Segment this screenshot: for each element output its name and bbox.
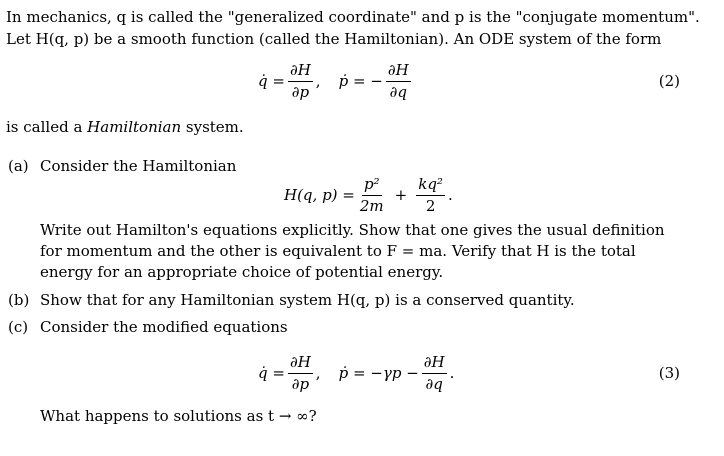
part-c-heading [8, 316, 288, 338]
eq3-frac-1-den: ∂p [291, 374, 310, 393]
eq3-pdot: ṗ = −γp − [338, 364, 419, 382]
eq2-pdot: ṗ = − [338, 72, 383, 90]
eq3-comma: , [315, 364, 321, 382]
eq3-frac-2-den: ∂q [425, 374, 443, 393]
equation-3-number: (3) [658, 364, 680, 382]
ham-term-2-num: kq² [416, 174, 445, 196]
sentence-prefix: is called a [6, 118, 88, 136]
eq2-frac-2 [386, 60, 411, 103]
eq2-qdot: q̇ = [258, 72, 285, 90]
part-a-label: (a) [8, 157, 29, 175]
eq3-frac-2-num: ∂H [422, 352, 447, 374]
part-c-lead: Consider the modified equations [40, 318, 288, 336]
ham-term-1-num: p² [362, 174, 382, 196]
equation-3 [0, 350, 724, 396]
eq2-comma: , [315, 72, 321, 90]
eq2-frac-2-num: ∂H [386, 60, 411, 82]
eq2-frac-1-num: ∂H [288, 60, 313, 82]
hamiltonian-equation [0, 172, 724, 218]
ham-period: . [447, 186, 453, 204]
ham-lhs: H(q, p) = [284, 186, 355, 204]
eq3-qdot: q̇ = [258, 364, 285, 382]
sentence-term: Hamiltonian [87, 118, 182, 136]
ham-term-2-den: 2 [425, 196, 436, 215]
ham-term-2 [416, 174, 445, 217]
part-c-question: What happens to solutions as t → ∞? [40, 407, 317, 425]
eq2-frac-1 [288, 60, 313, 103]
eq3-frac-1-num: ∂H [288, 352, 313, 374]
intro-line-2: Let H(q, p) be a smooth function (called the Hamiltonian). An ODE system of the form [6, 30, 662, 48]
intro-line-1: In mechanics, q is called the "generalized coordinate" and p is the "conjugate momentum". [6, 8, 700, 26]
part-a-lead: Consider the Hamiltonian [40, 157, 237, 175]
part-a-body: Write out Hamilton's equations explicitly. Show that one gives the usual definition for momentum and the other is equivalent to F = ma. Verify that H is the total energy for an appropriate choice of potential energy. [40, 221, 665, 281]
equation-2-body [258, 58, 414, 104]
hamiltonian-system-sentence [6, 116, 244, 138]
eq3-period: . [449, 364, 455, 382]
part-c-label: (c) [8, 318, 29, 336]
ham-plus: + [394, 186, 408, 204]
equation-2 [0, 58, 724, 104]
equation-3-body [258, 350, 454, 396]
ham-term-1 [358, 174, 386, 217]
part-b-text: Show that for any Hamiltonian system H(q, p) is a conserved quantity. [40, 291, 575, 309]
part-b [8, 289, 575, 311]
eq2-frac-1-den: ∂p [291, 82, 310, 101]
hamiltonian-equation-body [284, 172, 453, 218]
ham-term-1-den: 2m [359, 196, 384, 215]
equation-2-number: (2) [658, 72, 680, 90]
eq3-frac-2 [422, 352, 447, 395]
sentence-suffix: system. [181, 118, 244, 136]
part-b-label: (b) [8, 291, 30, 309]
eq2-frac-2-den: ∂q [389, 82, 407, 101]
eq3-frac-1 [288, 352, 313, 395]
